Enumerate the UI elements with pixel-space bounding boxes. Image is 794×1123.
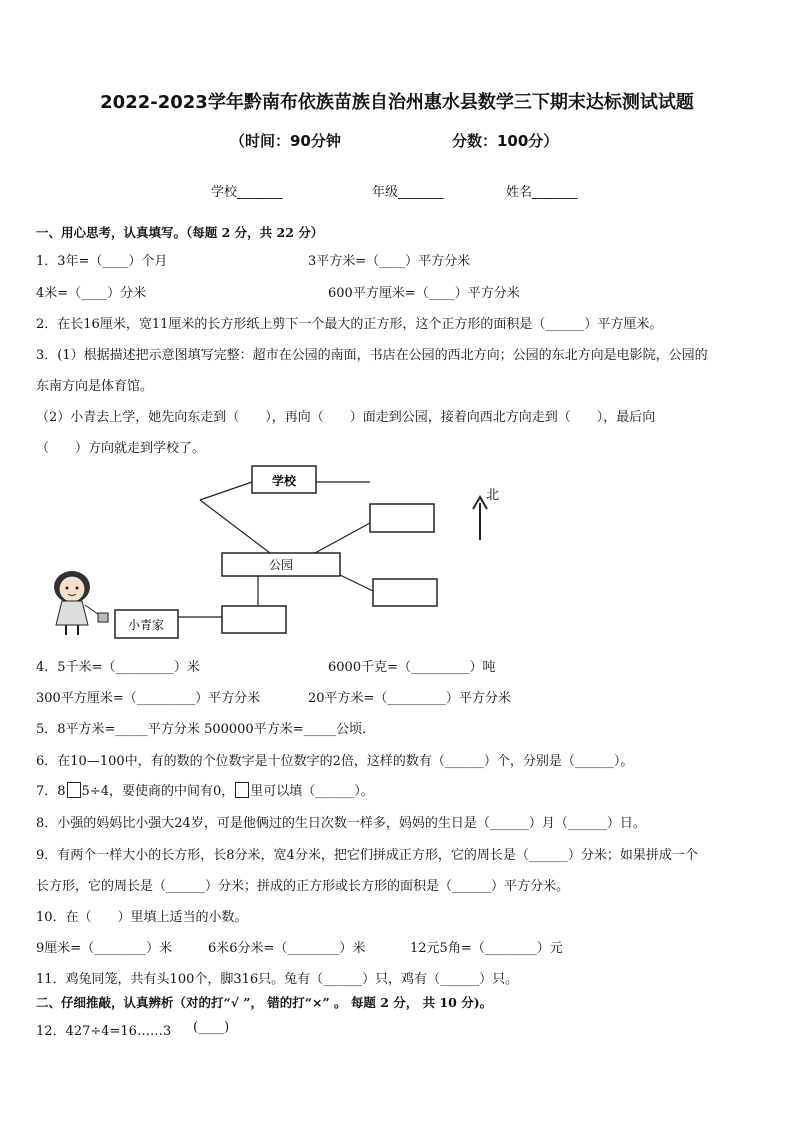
q4-a: 4．5千米=（_________）米 — [36, 660, 200, 675]
q1-d: 600平方厘米=（____）平方分米 — [328, 286, 520, 301]
school-label: 学校 — [271, 474, 297, 488]
north-label: 北 — [486, 488, 500, 503]
q3-line1: 3．(1）根据描述把示意图填写完整：超市在公园的南面，书店在公园的西北方向；公园的东北方向是电影院，公园的 — [36, 348, 708, 363]
q7-box-2[interactable] — [235, 782, 249, 798]
q4-d: 20平方米=（_________）平方分米 — [308, 691, 511, 706]
section1-heading: 一、用心思考，认真填写。（每题 2 分，共 22 分） — [36, 225, 324, 240]
section2-heading: 二、仔细推敲，认真辨析（对的打“√ ”， 错的打“×” 。 每题 2 分， 共 10 分)。 — [36, 995, 493, 1010]
page-title: 2022-2023学年黔南布依族苗族自治州惠水县数学三下期末达标测试试题 — [100, 92, 694, 113]
q9-line1: 9．有两个一样大小的长方形，长8分米，宽4分米，把它们拼成正方形，它的周长是（______）分米；如果拼成一个 — [36, 848, 698, 863]
empty-box-northeast[interactable] — [370, 504, 434, 532]
q2: 2．在长16厘米，宽11厘米的长方形纸上剪下一个最大的正方形，这个正方形的面积是（______）平方厘米。 — [36, 317, 663, 332]
q7-pre: 7．8 — [36, 784, 66, 799]
name-field[interactable]: 姓名_______ — [506, 185, 578, 200]
q3-line2: 东南方向是体育馆。 — [36, 379, 154, 394]
q11: 11．鸡兔同笼，共有头100个，脚316只。兔有（______）只，鸡有（______）只。 — [36, 972, 519, 987]
q5: 5．8平方米=_____平方分米 500000平方米=_____公顷． — [36, 722, 376, 737]
q8: 8．小强的妈妈比小强大24岁，可是他俩过的生日次数一样多，妈妈的生日是（______）月（______）日。 — [36, 816, 646, 831]
q6: 6．在10—100中，有的数的个位数字是十位数字的2倍，这样的数有（______）个，分别是（______）。 — [36, 754, 634, 769]
q10-line1: 10．在（ ）里填上适当的小数。 — [36, 910, 248, 925]
q3-line3: （2）小青去上学，她先向东走到（ ），再向（ ）面走到公园，接着向西北方向走到（ ），最后向 — [36, 410, 656, 425]
q10-a: 9厘米=（________）米 — [36, 941, 173, 956]
q1-a: 1．3年=（____）个月 — [36, 254, 168, 269]
q12-text: 12．427÷4=16……3 — [36, 1024, 172, 1039]
q7-post: 里可以填（______）。 — [250, 784, 374, 799]
map-diagram — [40, 455, 560, 645]
q10-c: 12元5角=（________）元 — [410, 941, 563, 956]
q4-b: 6000千克=（_________）吨 — [328, 660, 496, 675]
empty-box-southeast[interactable] — [373, 579, 437, 606]
q7-mid: 5÷4，要使商的中间有0， — [81, 784, 235, 799]
q1-b: 3平方米=（____）平方分米 — [308, 254, 471, 269]
empty-box-south[interactable] — [222, 606, 286, 633]
q1-c: 4米=（____）分米 — [36, 286, 147, 301]
q9-line2: 长方形，它的周长是（______）分米；拼成的正方形或长方形的面积是（______）平方分米。 — [36, 879, 570, 894]
q12-answer-blank[interactable]: (____) — [193, 1020, 230, 1035]
q4-c: 300平方厘米=（_________）平方分米 — [36, 691, 261, 706]
exam-time: （时间：90分钟 — [230, 132, 341, 150]
school-field[interactable]: 学校_______ — [211, 185, 283, 200]
q7 — [36, 780, 374, 799]
exam-score: 分数：100分） — [452, 132, 559, 150]
q3-line4: （ ）方向就走到学校了。 — [36, 441, 206, 456]
q7-box-1[interactable] — [67, 782, 81, 798]
girl-illustration — [54, 571, 108, 635]
grade-field[interactable]: 年级_______ — [372, 185, 444, 200]
q10-b: 6米6分米=（________）米 — [208, 941, 366, 956]
park-label: 公园 — [268, 558, 294, 572]
home-label: 小青家 — [127, 618, 165, 632]
